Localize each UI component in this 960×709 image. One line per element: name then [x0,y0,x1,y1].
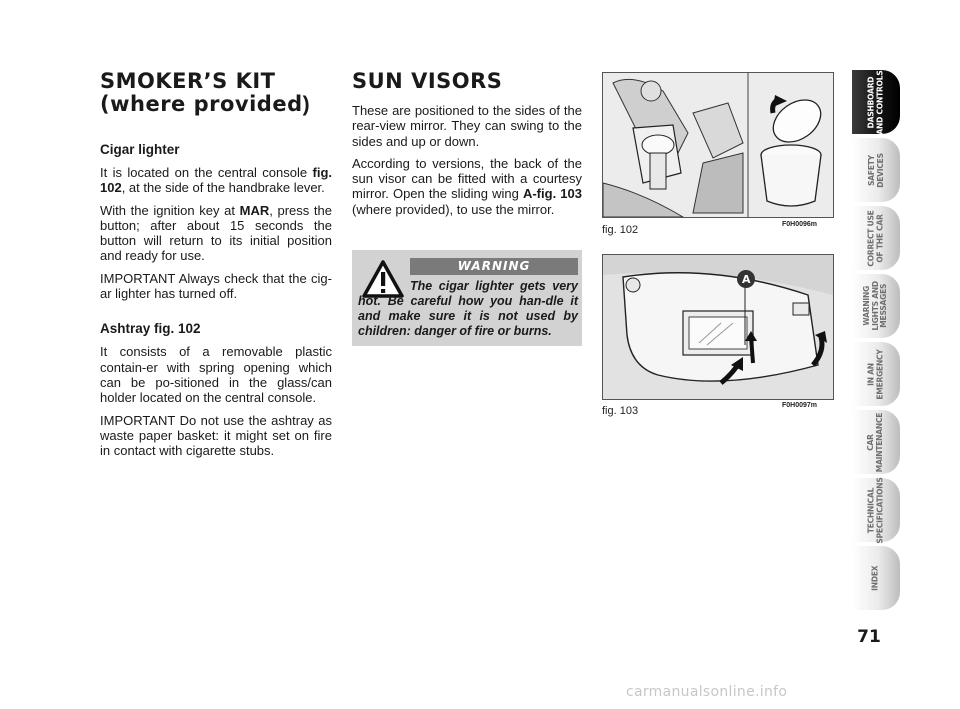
cigar-paragraph-3: IMPORTANT Always check that the cig-ar lighter has turned off. [100,270,332,302]
figure-103-sun-visor-illustration [602,254,834,400]
tab-car-maintenance[interactable] [852,410,900,474]
tab-label: CAR MAINTENANCE [866,412,884,472]
tab-label: INDEX [870,565,880,591]
title-paren: ) [302,93,311,116]
sun-visors-paragraph-1: These are positioned to the sides of the rear-view mirror. They can swing to the sides and up or down. [352,103,582,149]
warning-text: The cigar lighter gets very hot. Be careful how you han-dle it and make sure it is not used by children: danger of fire or burns. [358,279,578,338]
text-run: According to versions, the back of the sun visor can be fitted with a courtesy mirror. Open the sliding wing [352,155,582,202]
key-position: MAR [239,202,270,218]
fig-ref: A-fig. 103 [522,186,583,202]
ashtray-heading: Ashtray fig. 102 [100,321,201,337]
fig-ref: fig. 102 [100,165,332,196]
cigar-paragraph-2 [100,203,332,264]
watermark: carmanualsonline.info [626,684,788,700]
fig-102-code: F0H0096m [782,221,818,228]
fig-103-label: fig. 103 [602,405,639,417]
tab-technical-specifications[interactable] [852,478,900,542]
title-line2: (where provided [100,92,303,116]
ashtray-paragraph-2: IMPORTANT Do not use the ashtray as waste paper basket: it might set on fire in contact with cigarette stubs. [100,412,332,459]
tab-in-an-emergency[interactable] [852,342,900,406]
tab-label: DASHBOARD AND CONTROLS [866,69,884,135]
tab-label: TECHNICAL SPECIFICATIONS [866,476,884,544]
text-run: , at the side of the handbrake lever. [121,180,325,196]
ashtray-paragraph-1: It consists of a removable plastic contain-er with spring opening which can be po-sitioned in the glass/can holder located on the central console. [100,344,332,406]
sun-visors-section [352,70,582,224]
tab-warning-lights[interactable] [852,274,900,338]
tab-label: SAFETY DEVICES [866,152,884,188]
text-run: , press the button; after about 15 seconds the button will return to its initial position and ready for use. [100,202,332,264]
tab-label: CORRECT USE OF THE CAR [866,209,885,267]
figure-102-ashtray-illustration [602,72,834,218]
smokers-kit-title [100,70,332,116]
fig-102-label: fig. 102 [602,224,639,236]
tab-label: IN AN EMERGENCY [866,348,884,400]
tab-dashboard-and-controls[interactable] [852,70,900,134]
sun-visors-title: SUN VISORS [352,69,503,93]
cigar-paragraph-1 [100,165,332,196]
page-number: 71 [857,627,881,647]
text-run: It is located on the central console [100,165,313,180]
title-line1: SMOKER’S KIT [100,69,276,93]
tab-index[interactable] [852,546,900,610]
text-run: With the ignition key at [100,202,240,218]
sun-visor-drawing [603,255,833,399]
smokers-kit-section [100,70,332,465]
cigar-lighter-heading: Cigar lighter [100,142,180,157]
tab-correct-use[interactable] [852,206,900,270]
tab-label: WARNING LIGHTS AND MESSAGES [862,281,889,331]
ashtray-drawing [603,73,833,217]
warning-box [352,250,582,346]
text-run: (where provided), to use the mirror. [352,201,555,217]
fig-103-code: F0H0097m [782,402,818,409]
tab-safety-devices[interactable] [852,138,900,202]
callout-a-label: A [742,273,751,286]
sun-visors-paragraph-2 [352,156,582,217]
warning-label: WARNING [410,258,578,275]
